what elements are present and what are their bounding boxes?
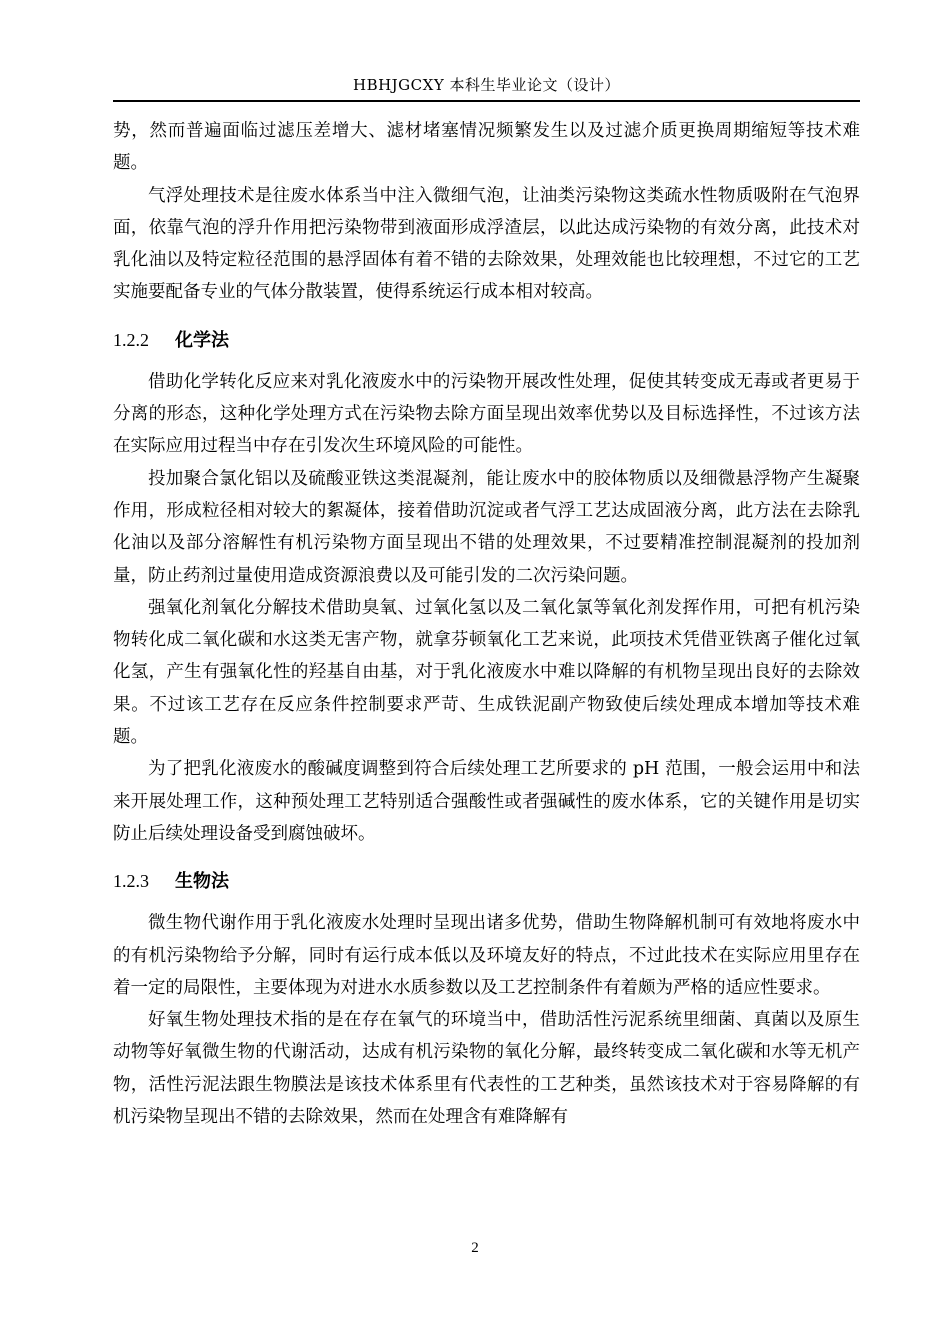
- paragraph: 气浮处理技术是往废水体系当中注入微细气泡，让油类污染物这类疏水性物质吸附在气泡界面，依靠气泡的浮升作用把污染物带到液面形成浮渣层，以此达成污染物的有效分离，此技术对乳化油以及特定粒径范围的悬浮固体有着不错的去除效果，处理效能也比较理想，不过它的工艺实施要配备专业的气体分散装置，使得系统运行成本相对较高。: [113, 185, 860, 303]
- section-number: 1.2.3: [113, 871, 149, 892]
- page-header: HBHJGCXY 本科生毕业论文（设计）: [352, 76, 620, 94]
- document-body: [113, 115, 860, 1133]
- paragraph: 借助化学转化反应来对乳化液废水中的污染物开展改性处理，促使其转变成无毒或者更易于分离的形态，这种化学处理方式在污染物去除方面呈现出效率优势以及目标选择性，不过该方法在实际应用过程当中存在引发次生环境风险的可能性。: [113, 371, 860, 457]
- paragraph: 投加聚合氯化铝以及硫酸亚铁这类混凝剂，能让废水中的胶体物质以及细微悬浮物产生凝聚作用，形成粒径相对较大的絮凝体，接着借助沉淀或者气浮工艺达成固液分离，此方法在去除乳化油以及部分溶解性有机污染物方面呈现出不错的处理效果，不过要精准控制混凝剂的投加剂量，防止药剂过量使用造成资源浪费以及可能引发的二次污染问题。: [113, 468, 860, 586]
- section-title: 生物法: [175, 871, 229, 893]
- header-rule: [113, 100, 860, 102]
- section-heading-1-2-2: [113, 325, 860, 356]
- paragraph: 为了把乳化液废水的酸碱度调整到符合后续处理工艺所要求的 pH 范围，一般会运用中和法来开展处理工作，这种预处理工艺特别适合强酸性或者强碱性的废水体系，它的关键作用是切实防止后续处理设备受到腐蚀破坏。: [113, 759, 860, 844]
- page-number: 2: [471, 1240, 479, 1256]
- paragraph: 好氧生物处理技术指的是在存在氧气的环境当中，借助活性污泥系统里细菌、真菌以及原生动物等好氧微生物的代谢活动，达成有机污染物的氧化分解，最终转变成二氧化碳和水等无机产物，活性污泥法跟生物膜法是该技术体系里有代表性的工艺种类，虽然该技术对于容易降解的有机污染物呈现出不错的去除效果，然而在处理含有难降解有: [113, 1010, 860, 1128]
- section-heading-1-2-3: [113, 866, 860, 897]
- paragraph: 强氧化剂氧化分解技术借助臭氧、过氧化氢以及二氧化氯等氧化剂发挥作用，可把有机污染物转化成二氧化碳和水这类无害产物，就拿芬顿氧化工艺来说，此项技术凭借亚铁离子催化过氧化氢，产生有强氧化性的羟基自由基，对于乳化液废水中难以降解的有机物呈现出良好的去除效果。不过该工艺存在反应条件控制要求严苛、生成铁泥副产物致使后续处理成本增加等技术难题。: [113, 597, 860, 748]
- section-title: 化学法: [175, 329, 229, 351]
- paragraph: 微生物代谢作用于乳化液废水处理时呈现出诸多优势，借助生物降解机制可有效地将废水中的有机污染物给予分解，同时有运行成本低以及环境友好的特点，不过此技术在实际应用里存在着一定的局限性，主要体现为对进水水质参数以及工艺控制条件有着颇为严格的适应性要求。: [113, 913, 860, 998]
- section-number: 1.2.2: [113, 329, 149, 350]
- paragraph: 势，然而普遍面临过滤压差增大、滤材堵塞情况频繁发生以及过滤介质更换周期缩短等技术难题。: [113, 121, 860, 174]
